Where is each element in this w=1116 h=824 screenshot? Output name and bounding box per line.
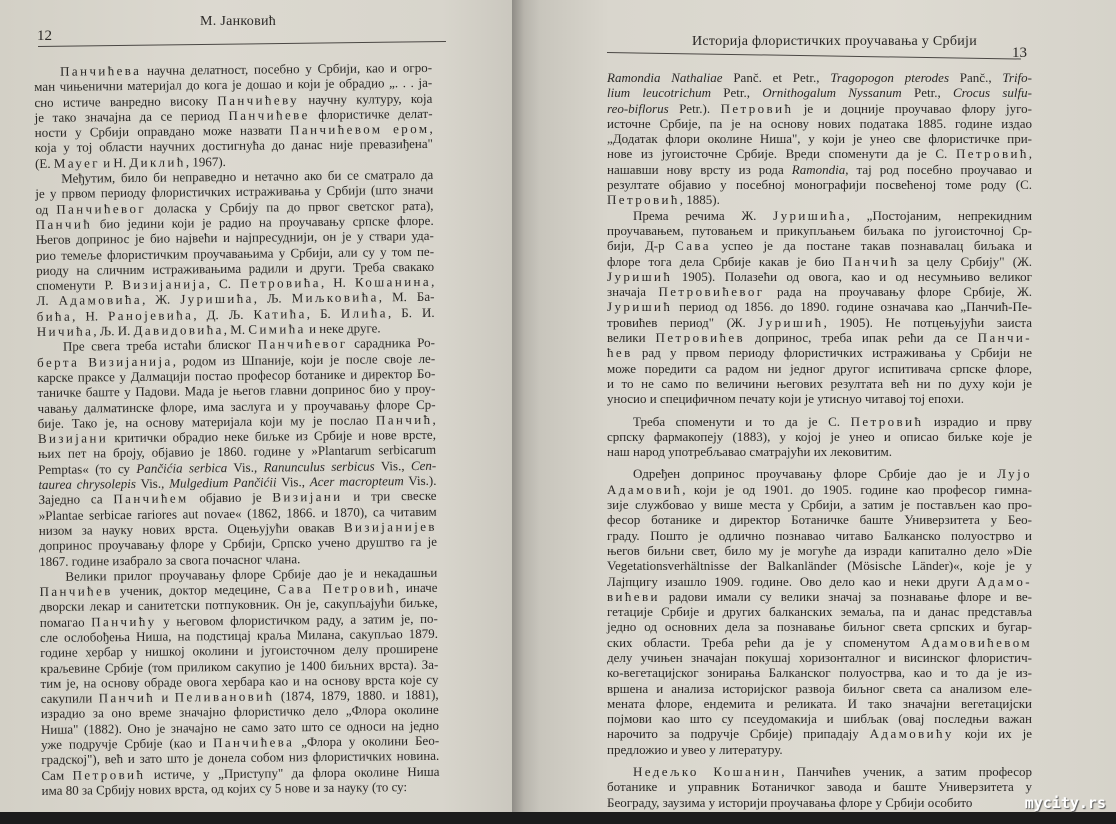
text-run: њих пет на броју, објавио је 1860. године у »Plantarum serbicarum [38, 442, 437, 462]
text-run: , који је од 1901. до 1905. године као професор гимна- [682, 481, 1032, 497]
text-run: успео је да постане такав познавалац биљака и [710, 238, 1032, 254]
text-run: Одређен допринос проучавању флоре Србије дао је и [633, 466, 998, 482]
text-line [607, 177, 1032, 192]
text-line [607, 650, 1032, 665]
text-line [607, 482, 1032, 497]
text-run: сакупили [40, 690, 99, 707]
spaced-personal-name: Визијанија [122, 276, 207, 293]
text-run: (Е. [34, 155, 54, 171]
text-line [607, 162, 1032, 177]
left-page-number: 12 [37, 28, 52, 44]
text-run: Пре свега треба истаћи блиског [62, 337, 258, 355]
spaced-personal-name: Петровић [72, 766, 146, 783]
spaced-personal-name: Симића [248, 321, 306, 337]
spaced-personal-name: Лујо [997, 466, 1032, 482]
text-run: „Флора у околини Бео- [294, 732, 440, 750]
text-line [607, 543, 1032, 558]
text-run: која у тој области научних достигнућа до данас није превазиђена" [34, 136, 433, 156]
text-run: , Н. [320, 274, 355, 291]
text-run: рада на проучавању флоре Србије, Ж. [764, 284, 1032, 300]
text-run: српску фармакопеју (1883), у којој је унео и описао биљке које је [607, 428, 1032, 444]
text-line [607, 512, 1032, 527]
text-line [607, 635, 1032, 650]
right-page-text [607, 70, 1032, 810]
text-line [607, 681, 1032, 696]
spaced-personal-name: Јуришића [773, 207, 847, 223]
text-run: наш народ употребљавао сматрајући их лековитим. [607, 444, 893, 460]
italic-latin-name: Ramondia Nathaliae [607, 70, 723, 85]
text-line [607, 696, 1032, 711]
text-run: , тај род посебно проучавао и [845, 161, 1032, 177]
spaced-personal-name: Адамо- [976, 573, 1032, 589]
text-run: сно истиче ванредно високу [34, 92, 218, 110]
spaced-personal-name: Адамовићевом [920, 634, 1032, 650]
text-run: ман чињенични материјал до кога је дошао и који је обрадио „. . . ја- [34, 75, 433, 95]
text-run: помагао [39, 614, 92, 630]
text-run: предложио и увео у литературу. [607, 741, 783, 757]
text-line [607, 85, 1032, 100]
text-run: , М. [223, 321, 249, 338]
text-run: Petr.). [668, 100, 721, 116]
spaced-personal-name: Панчићевог [257, 336, 348, 353]
text-run: вршена и анализа историјског развоја биљног света са анализом еле- [607, 680, 1032, 696]
text-run: израдио и прву [923, 413, 1032, 429]
text-run: , иначе [395, 579, 438, 596]
text-line [607, 589, 1032, 604]
spaced-personal-name: Панчићев [39, 583, 113, 600]
text-line [607, 284, 1032, 299]
italic-latin-name: reo-biflorus [607, 100, 669, 116]
text-run: мената флоре, ендемита и реликата. И тако значајни вегетацијски [607, 695, 1032, 711]
text-run: низом за науку нових врста. Оцењујући овакав [38, 519, 345, 538]
text-line [607, 192, 1032, 207]
text-run: 1905). Полазећи од овога, као и од несумњиво великог [672, 268, 1032, 284]
text-run: Vis., [227, 459, 264, 475]
text-run: био једини који је радио на проучавању српске флоре. [92, 212, 434, 232]
text-run: нарочито за подручје Србије) припадају [607, 726, 870, 742]
text-run: велики [607, 330, 656, 346]
text-run: истиче, у „Приступу" да флора околине Ниша [145, 763, 440, 782]
left-header-rule [38, 41, 446, 47]
text-run: , Б. И. [387, 304, 435, 321]
spaced-personal-name: Давидовића [133, 322, 224, 339]
text-run: ских области. Треба рећи да је у споменутом [607, 634, 921, 650]
text-run: појмови као што су псеудомакија и шибљак (овај последњи важан [607, 711, 1032, 727]
text-run: резултате објавио у посебној монографији посвећеној томе роду (С. [607, 177, 1032, 193]
text-run: може поредити са радом ни једног другог испитивача српске флоре, [607, 360, 1032, 376]
text-run: и [155, 689, 175, 705]
text-run: Vis.). [403, 472, 437, 489]
text-line [607, 764, 1032, 779]
text-run: Његов допринос је био највећи и најпресуднији, он је у ствари уда- [35, 228, 434, 248]
spaced-personal-name: Петровићев [655, 330, 746, 346]
text-run: сарадника Ро- [347, 335, 436, 352]
spaced-personal-name: Петровић [720, 100, 794, 116]
spaced-personal-name: Миљковића [291, 289, 379, 306]
text-run: године хербар у нишкој околини и југоисточном делу проширене [40, 641, 439, 661]
spaced-personal-name: Петровић [850, 413, 924, 429]
text-run: краљевине Србије (том приликом сакупио је 1400 биљних врста). За- [40, 656, 439, 676]
text-run: и три свеске [342, 488, 437, 505]
text-run: бије. Тако је, на основу материјала који му је послао [37, 412, 377, 431]
text-run: ботанике и управник Ботаничког завода и баште Универзитета у [607, 779, 1032, 795]
text-run: сле ослобођења Ниша, на подстицај краља Милана, сакупљао 1879. [39, 625, 439, 645]
spaced-personal-name: Диклић [129, 154, 186, 170]
text-run: , родом из Шпаније, који је после своје ле- [172, 350, 436, 369]
left-page-text [34, 60, 440, 798]
italic-latin-name: Ornithogalum Nyssanum [762, 85, 902, 101]
spaced-personal-name: Илића [340, 305, 388, 321]
spaced-personal-name: бића [36, 308, 73, 324]
text-run: , С. [206, 276, 241, 292]
text-run: Vis., [276, 474, 310, 490]
text-run: допринос проучавању флоре у Србији, Српско учено друштво га је [38, 534, 438, 554]
text-run: Заједно са [38, 491, 114, 508]
text-run: и то не само по величини његових резултата већ ни по духу који је [607, 375, 1032, 391]
text-line [607, 376, 1032, 391]
text-run: је тако значајна да се период [34, 107, 229, 125]
text-line [607, 131, 1032, 146]
text-line [607, 208, 1032, 223]
text-run: тровићев период" (Ж. [607, 314, 759, 330]
text-run: Према речима Ж. [633, 207, 774, 223]
text-run: уже подручје Србије (као и [41, 735, 214, 753]
text-run: , [429, 121, 433, 137]
text-line [607, 711, 1032, 726]
text-run: Велики прилог проучавању флоре Србије дао је и некадашњи [65, 564, 438, 584]
text-run: делу учињен значајан покушај хоризонталног и висинског флористич- [607, 649, 1032, 665]
italic-latin-name: Ranunculus serbicus [263, 458, 375, 475]
spaced-personal-name: Панчићева [212, 734, 295, 751]
spaced-personal-name: Сава [675, 238, 711, 254]
text-run: и неке друге. [305, 320, 381, 337]
spaced-personal-name: Панчићевом ером [290, 121, 430, 138]
right-header-rule [607, 52, 1021, 60]
text-line [607, 345, 1032, 360]
text-line [607, 315, 1032, 330]
text-run: рио темеље флористичким проучавањима у Србији, али су у том пе- [35, 243, 435, 263]
text-line [607, 558, 1032, 573]
text-run: флористичке делат- [309, 105, 433, 123]
text-line [607, 444, 1032, 459]
spaced-personal-name: Панчићеву [217, 91, 300, 108]
text-line [607, 146, 1032, 161]
spaced-personal-name: Петровић [955, 146, 1029, 162]
text-run: граду. Пошто је одлично познавао читаво Балканско полуострво и [607, 527, 1032, 543]
italic-latin-name: Ramondia [791, 161, 846, 177]
spaced-personal-name: Панчићевог [56, 200, 147, 217]
text-line [607, 665, 1032, 680]
text-run: нашавши нову врсту из рода [607, 161, 792, 177]
text-run: , [1028, 146, 1032, 162]
italic-latin-name: Trifo- [1002, 70, 1032, 85]
text-run: радови имали су велики значај за познавање флоре и ве- [659, 588, 1032, 604]
text-run: (1874, 1879, 1880. и 1881), [274, 686, 439, 704]
text-run: ности у Србији оправдано може назвати [34, 122, 291, 141]
text-run: објавио је [188, 489, 273, 506]
text-run: ученик, доктор медецине, [112, 581, 278, 599]
text-run: од [35, 201, 57, 217]
text-line [607, 70, 1032, 85]
spaced-personal-name: Панчић [842, 253, 900, 269]
text-run: карске праксе у Далмацији постао професор ботанике и директор Бо- [37, 365, 436, 385]
text-line [607, 269, 1032, 284]
text-run: , Д. Љ. [193, 306, 254, 323]
text-run: уносио и специфичном печату који је утиснуо читавој тој епохи. [607, 391, 965, 407]
text-run: има 80 за Србију нових врста, од којих су 5 нове и за науку (то су: [41, 779, 408, 798]
text-line [607, 101, 1032, 116]
spaced-personal-name: Адамовићу [869, 726, 954, 742]
text-run: израдио за оно време значајно флористичко дело „Флора околине [40, 702, 439, 722]
text-run: бији, Д-р [607, 238, 676, 254]
text-run: научну културу, која [298, 90, 433, 107]
italic-latin-name: Mulgedium Pančićii [169, 474, 277, 491]
italic-latin-name: taurea chrysolepis [38, 475, 137, 492]
text-line [607, 619, 1032, 634]
text-run: , 1885). [679, 192, 720, 208]
text-run: допринос, треба ипак рећи да се [745, 330, 978, 346]
text-run: флоре тога дела Србије какав је био [607, 253, 843, 269]
text-run: значаја [607, 284, 659, 300]
text-run: Ниша" (1882). Оно је значајно не само зато што се односи на једно [40, 717, 440, 737]
text-run: споменути Р. [36, 277, 123, 294]
text-run: Л. [36, 293, 59, 309]
text-run: , Н. [72, 307, 109, 324]
text-run: Београду, заузима у историји проучавања флоре у Србији особито [607, 794, 973, 810]
text-line [607, 466, 1032, 481]
text-run: и Н. [99, 154, 130, 171]
text-run: Panč. et Petr., [722, 70, 831, 85]
spaced-personal-name: Адамовић [607, 481, 683, 497]
spaced-personal-name: Панчић [98, 689, 156, 706]
text-run: риоду на сличним истраживањима радили и други. Треба свакако [36, 258, 435, 278]
text-run: , Љ. [253, 290, 292, 307]
spaced-personal-name: Ничића [36, 323, 94, 340]
text-run: Лајпцигу изашло 1909. године. Ово дело као и неки други [607, 573, 977, 589]
text-run: , Б. [306, 305, 341, 321]
text-line [607, 726, 1032, 741]
spaced-personal-name: вићеви [607, 588, 660, 604]
text-run: нове из југоисточне Србије. Вреди споменути да је С. [607, 146, 956, 162]
text-run: Vegetationsverhältnisse der Balkanländer (Mösische Länder)«, које је у [607, 558, 1032, 574]
text-line [607, 116, 1032, 131]
text-run: проучавањем, путовањем и прикупљањем биљака по југоисточној Ср- [607, 222, 1032, 238]
spaced-personal-name: Визијанијев [343, 518, 437, 535]
spaced-personal-name: Кошанина [354, 274, 432, 290]
spaced-personal-name: Ранојевића [108, 307, 194, 323]
text-run: фесор ботанике и директор Ботаничке баште Универзитета у Бео- [607, 512, 1032, 528]
text-run: Међутим, било би неправедно и нетачно ако би се сматрало да [61, 166, 434, 186]
text-run: рад у првом периоду флористичких истраживања у Србији не [632, 345, 1032, 361]
text-run: гетације Србије и других балканских земаља, па и данас представља [607, 604, 1032, 620]
spaced-personal-name: Катића [253, 305, 307, 322]
spaced-personal-name: Панчићем [113, 490, 189, 507]
text-run: који их је [953, 726, 1032, 742]
text-run: чавању далматинске флоре, има заслуга и у проучавању флоре Ср- [37, 396, 436, 416]
text-line [607, 361, 1032, 376]
bottom-edge [0, 812, 1116, 824]
text-run: дворски лекар и санитетски потпуковник. Он је, сакупљајући биљке, [39, 595, 438, 615]
spaced-personal-name: ћев [607, 345, 633, 361]
text-run: тим је, на основу обраде овога хербара као и на основу врста које су [40, 671, 439, 691]
text-line [607, 223, 1032, 238]
text-line [607, 238, 1032, 253]
spaced-personal-name: Јуришића [180, 291, 254, 307]
text-run: је и доцније проучавао флору југо- [793, 100, 1033, 116]
text-run: Vis., [135, 475, 170, 491]
text-run: таничке баште у Падови. Мада је његов главни допринос био у проу- [37, 381, 436, 401]
italic-latin-name: Pančićia serbica [136, 459, 228, 476]
text-run: за целу Србију" (Ж. [899, 253, 1032, 269]
text-line [607, 414, 1032, 429]
text-line [607, 779, 1032, 794]
spaced-personal-name: Петровића [239, 275, 322, 292]
text-run: , Ж. [141, 291, 181, 308]
text-line [607, 330, 1032, 345]
spaced-personal-name: берта Визијанија [37, 353, 173, 370]
text-run: период од 1856. до 1890. године означава као „Панчић-Пе- [672, 299, 1032, 315]
italic-latin-name: Cen- [410, 457, 437, 473]
italic-latin-name: Tragopogon pterodes [830, 70, 949, 85]
text-run: зије службовао у више места у Србији, а затим је постављен као про- [607, 497, 1032, 513]
text-line [607, 528, 1032, 543]
spaced-personal-name: Панчићева [59, 62, 142, 79]
spaced-personal-name: Јуришић [607, 268, 673, 284]
text-run: , [430, 273, 435, 290]
text-run: једно од основних дела за познавање биљног света српских и бугар- [607, 619, 1032, 635]
text-run: , „Постојаним, непрекидним [846, 207, 1032, 223]
text-run: »Plantae serbicae rariores aut novae« (1862, 1866. и 1870), са читавим [38, 503, 437, 523]
text-run: , 1967). [185, 153, 226, 170]
spaced-personal-name: Визијани [37, 430, 109, 447]
spaced-personal-name: Визијани [272, 489, 343, 505]
spaced-personal-name: Панчић [375, 411, 433, 428]
text-run: , М. Ба- [378, 289, 435, 305]
text-line [607, 795, 1032, 810]
spaced-personal-name: Петровић [607, 192, 680, 208]
spaced-personal-name: Сава Петровић [277, 580, 396, 597]
spaced-personal-name: Мауег [53, 155, 101, 171]
text-run: , 1905). Не потцењујући заиста [823, 314, 1032, 330]
text-run: Сам [41, 767, 73, 783]
text-line [42, 779, 440, 798]
text-line [607, 604, 1032, 619]
text-line [607, 254, 1032, 269]
text-run: ко-вегетацијског зонирања Балканског полуострва, као и то да је из- [607, 665, 1032, 681]
italic-latin-name: Crocus sulfu- [953, 85, 1032, 101]
text-line [607, 574, 1032, 589]
text-run: у његовом флористичком раду, а затим је, по- [156, 610, 438, 629]
text-run: источне Србије, па је на основу нових података 1885. године издао [607, 115, 1032, 131]
text-run: његов биљни свет, било му је могуће да изради капитално дело »Die [607, 542, 1032, 558]
text-run: 1867. године изабрало за свога почасног члана. [39, 550, 301, 569]
text-line [607, 391, 1032, 406]
text-run: Panč., [949, 70, 1003, 85]
spaced-personal-name: Панчићеве [228, 107, 310, 123]
spaced-personal-name: Недељко Кошанин [633, 764, 782, 780]
watermark: mycity.rs [1024, 794, 1106, 812]
spaced-personal-name: Адамовића [58, 292, 143, 309]
text-run: градској"), већ и зато што је донела собом низ флористичких новина. [41, 748, 440, 768]
spaced-personal-name: Петровићевог [658, 284, 765, 300]
text-line [607, 299, 1032, 314]
text-run: Petr., [711, 85, 763, 101]
text-run: доласка у Србију па до првог светског рата), [145, 197, 434, 216]
text-run: , Панчићев ученик, а затим професор [781, 764, 1032, 780]
spaced-personal-name: Панчићу [91, 613, 157, 630]
text-line [607, 742, 1032, 757]
spaced-personal-name: Панчи- [977, 330, 1032, 346]
italic-latin-name: lium leucotrichum [607, 85, 711, 101]
text-run: је у првом периоду флористичких истраживања у Србији (што значи [35, 182, 434, 202]
text-line [607, 429, 1032, 444]
text-run: Треба споменути и то да је С. [633, 413, 851, 429]
text-run: , [432, 411, 436, 427]
text-run: Petr., [901, 85, 953, 101]
text-run: критички обрадио неке биљке из Србије и нове врсте, [108, 426, 436, 446]
spaced-personal-name: Јуришић [758, 314, 824, 330]
text-line [607, 497, 1032, 512]
spaced-personal-name: Пеливановић [174, 688, 275, 705]
spaced-personal-name: Панчић [35, 216, 93, 232]
right-running-head: Историја флористичких проучавања у Србији [692, 34, 978, 49]
left-running-head: М. Јанковић [200, 14, 277, 29]
text-run: Vis., [374, 457, 412, 474]
text-run: Pemptas« (то су [38, 460, 137, 477]
text-run: , Љ. И. [93, 323, 134, 339]
text-run: „Додатак флори околине Ниша", у који је унео све флористичке при- [607, 131, 1032, 147]
spaced-personal-name: Јуришић [607, 299, 673, 315]
italic-latin-name: Acer macropteum [309, 473, 404, 490]
text-run: научна делатност, посебно у Србији, као и огро- [141, 59, 433, 78]
left-page [0, 0, 520, 812]
right-page-number: 13 [1012, 45, 1027, 61]
